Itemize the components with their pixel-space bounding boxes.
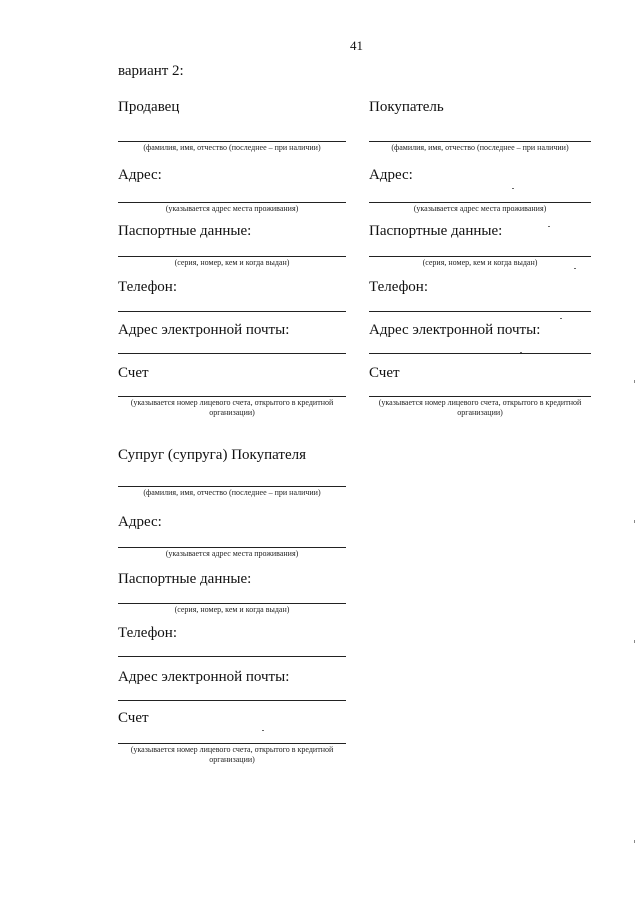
scan-speck	[574, 268, 576, 269]
spouse-title: Супруг (супруга) Покупателя	[118, 447, 307, 463]
buyer-account-line[interactable]	[369, 396, 591, 397]
buyer-address-line[interactable]	[369, 202, 591, 203]
buyer-fullname-caption: (фамилия, имя, отчество (последнее – при наличии)	[391, 143, 569, 152]
spouse-address-line[interactable]	[118, 547, 346, 548]
buyer-passport-line[interactable]	[369, 256, 591, 257]
scan-speck	[548, 226, 550, 227]
buyer-passport-caption: (серия, номер, кем и когда выдан)	[422, 258, 538, 267]
seller-fullname-caption: (фамилия, имя, отчество (последнее – при наличии)	[143, 143, 321, 152]
spouse-account-label: Счет	[118, 710, 149, 726]
spouse-fullname-caption: (фамилия, имя, отчество (последнее – при наличии)	[143, 488, 321, 497]
scan-margin-mark	[634, 640, 635, 643]
seller-address-caption: (указывается адрес места проживания)	[165, 204, 299, 213]
scan-speck	[262, 730, 264, 731]
scan-margin-mark	[634, 520, 635, 523]
spouse-address-label: Адрес:	[118, 514, 162, 530]
seller-phone-label: Телефон:	[118, 279, 177, 295]
page-number: 41	[350, 38, 363, 53]
seller-address-label: Адрес:	[118, 167, 162, 183]
seller-title: Продавец	[118, 99, 180, 115]
spouse-passport-line[interactable]	[118, 603, 346, 604]
buyer-account-label: Счет	[369, 365, 400, 381]
spouse-account-caption: (указывается номер лицевого счета, открытого в кредитной организации)	[130, 745, 334, 764]
scan-margin-mark	[634, 840, 635, 843]
buyer-address-label: Адрес:	[369, 167, 413, 183]
spouse-phone-label: Телефон:	[118, 625, 177, 641]
spouse-block	[118, 0, 346, 905]
scan-margin-mark	[634, 380, 635, 383]
buyer-email-label: Адрес электронной почты:	[369, 322, 541, 338]
spouse-email-line[interactable]	[118, 700, 346, 701]
spouse-passport-label: Паспортные данные:	[118, 571, 252, 587]
scan-speck	[512, 188, 514, 189]
spouse-phone-line[interactable]	[118, 656, 346, 657]
seller-passport-label: Паспортные данные:	[118, 223, 252, 239]
buyer-block	[369, 0, 591, 905]
seller-email-label: Адрес электронной почты:	[118, 322, 290, 338]
variant-heading: вариант 2:	[118, 63, 184, 79]
buyer-account-caption: (указывается номер лицевого счета, открытого в кредитной организации)	[378, 398, 582, 417]
spouse-passport-caption: (серия, номер, кем и когда выдан)	[174, 605, 290, 614]
scan-speck	[520, 352, 522, 353]
spouse-fullname-line[interactable]	[118, 486, 346, 487]
buyer-fullname-line[interactable]	[369, 141, 591, 142]
buyer-phone-label: Телефон:	[369, 279, 428, 295]
buyer-address-caption: (указывается адрес места проживания)	[413, 204, 547, 213]
scan-speck	[560, 318, 562, 319]
buyer-title: Покупатель	[369, 99, 444, 115]
seller-account-label: Счет	[118, 365, 149, 381]
seller-passport-caption: (серия, номер, кем и когда выдан)	[174, 258, 290, 267]
buyer-email-line[interactable]	[369, 353, 591, 354]
buyer-phone-line[interactable]	[369, 311, 591, 312]
seller-account-caption: (указывается номер лицевого счета, открытого в кредитной организации)	[130, 398, 334, 417]
buyer-passport-label: Паспортные данные:	[369, 223, 503, 239]
spouse-email-label: Адрес электронной почты:	[118, 669, 290, 685]
spouse-address-caption: (указывается адрес места проживания)	[165, 549, 299, 558]
spouse-account-line[interactable]	[118, 743, 346, 744]
